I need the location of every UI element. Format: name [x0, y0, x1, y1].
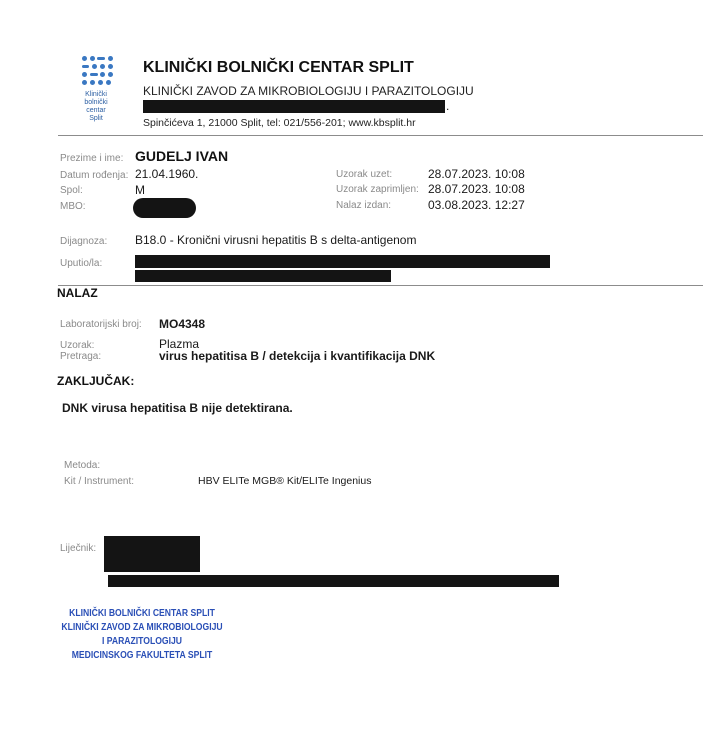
logo-line: Klinički — [85, 91, 107, 98]
kit-label: Kit / Instrument: — [64, 476, 135, 487]
test-label: Pretraga: — [60, 351, 102, 362]
sample-value: Plazma — [159, 337, 200, 351]
dob-label: Datum rođenja: — [60, 170, 129, 181]
doctor-label: Liječnik: — [60, 543, 97, 554]
taken-label: Uzorak uzet: — [336, 169, 393, 180]
diagnosis-label: Dijagnoza: — [60, 236, 108, 247]
stamp-line: MEDICINSKOG FAKULTETA SPLIT — [71, 649, 213, 661]
stamp-line: I PARAZITOLOGIJU — [101, 635, 183, 647]
logo-line: Split — [89, 115, 103, 122]
redacted-doctor — [104, 536, 200, 572]
conclusion-text: DNK virusa hepatitisa B nije detektirana. — [62, 401, 293, 415]
sample-label: Uzorak: — [60, 340, 95, 351]
taken-value: 28.07.2023. 10:08 — [428, 167, 525, 181]
logo-line: centar — [86, 107, 106, 114]
redacted-mbo — [133, 198, 196, 218]
redacted-referrer — [135, 255, 550, 268]
patient-name: GUDELJ IVAN — [135, 148, 229, 164]
logo-line: bolnički — [84, 99, 108, 106]
stamp-line: KLINIČKI BOLNIČKI CENTAR SPLIT — [69, 607, 215, 619]
issued-value: 03.08.2023. 12:27 — [428, 198, 525, 212]
hospital-logo-icon — [80, 56, 116, 92]
conclusion-title: ZAKLJUČAK: — [57, 374, 135, 388]
report-title: NALAZ — [57, 286, 98, 300]
redacted-doctor-line — [108, 575, 559, 587]
header-divider — [58, 135, 703, 136]
lab-number-label: Laboratorijski broj: — [60, 319, 142, 330]
method-label: Metoda: — [64, 460, 101, 471]
stamp-line: KLINIČKI ZAVOD ZA MIKROBIOLOGIJU — [61, 621, 223, 633]
mbo-label: MBO: — [60, 201, 86, 212]
logo-text — [73, 91, 119, 123]
sex-value: M — [135, 183, 145, 197]
referrer-label: Uputio/la: — [60, 258, 103, 269]
lab-number-value: MO4348 — [159, 317, 206, 331]
redacted-block — [143, 100, 445, 113]
received-value: 28.07.2023. 10:08 — [428, 182, 525, 196]
department-suffix: . — [446, 99, 450, 113]
issued-label: Nalaz izdan: — [336, 200, 392, 211]
institution-stamp — [60, 606, 224, 662]
hospital-address: Spinčićeva 1, 21000 Split, tel: 021/556-201; www.kbsplit.hr — [143, 117, 416, 129]
name-label: Prezime i ime: — [60, 153, 124, 164]
test-value: virus hepatitisa B / detekcija i kvantifikacija DNK — [159, 349, 436, 363]
dob-value: 21.04.1960. — [135, 167, 199, 181]
received-label: Uzorak zaprimljen: — [336, 184, 419, 195]
kit-value: HBV ELITe MGB® Kit/ELITe Ingenius — [198, 475, 372, 487]
redacted-referrer-2 — [135, 270, 391, 282]
department-name: KLINIČKI ZAVOD ZA MIKROBIOLOGIJU I PARAZITOLOGIJU — [143, 84, 474, 98]
diagnosis-value: B18.0 - Kronični virusni hepatitis B s delta-antigenom — [135, 233, 417, 247]
hospital-name: KLINIČKI BOLNIČKI CENTAR SPLIT — [143, 59, 414, 76]
patient-divider — [58, 285, 703, 286]
sex-label: Spol: — [60, 185, 83, 196]
